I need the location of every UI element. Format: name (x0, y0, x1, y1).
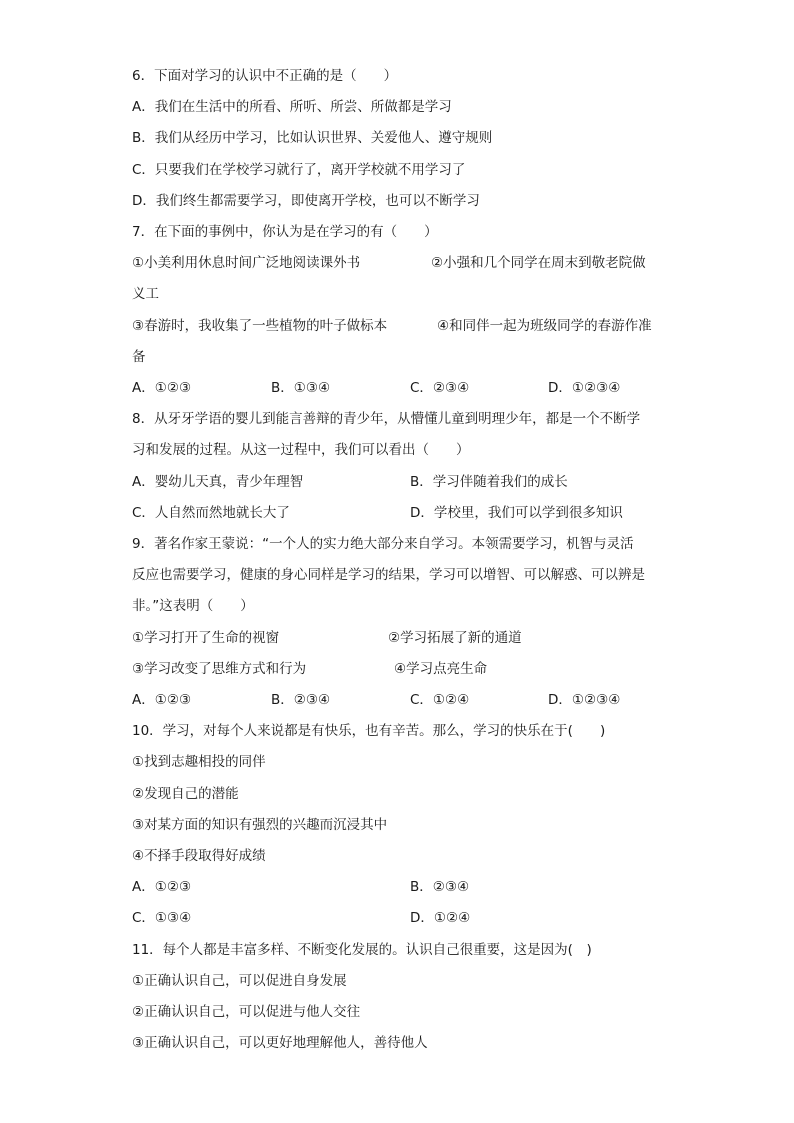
question-8-option-c: C．人自然而然地就长大了 (132, 505, 290, 521)
question-7-statement-4-cont: 备 (132, 349, 146, 365)
question-8-option-d: D．学校里，我们可以学到很多知识 (410, 505, 623, 521)
question-9-statement-4: ④学习点亮生命 (394, 661, 488, 677)
question-10-statement-3: ③对某方面的知识有强烈的兴趣而沉浸其中 (132, 817, 388, 833)
question-10-stem: 10．学习，对每个人来说都是有快乐，也有辛苦。那么，学习的快乐在于( ) (132, 723, 606, 739)
question-9-statement-3: ③学习改变了思维方式和行为 (132, 661, 307, 677)
question-9-option-a: A．①②③ (132, 692, 192, 708)
question-11-statement-1: ①正确认识自己，可以促进自身发展 (132, 973, 347, 989)
question-10-option-a: A．①②③ (132, 879, 192, 895)
question-7-statement-4: ④和同伴一起为班级同学的春游作准 (437, 318, 652, 334)
question-9-stem-2: 反应也需要学习，健康的身心同样是学习的结果，学习可以增智、可以解惑、可以辨是 (132, 567, 645, 583)
question-9-stem-1: 9．著名作家王蒙说：“一个人的实力绝大部分来自学习。本领需要学习，机智与灵活 (132, 536, 634, 552)
question-8-option-a: A．婴幼儿天真，青少年理智 (132, 474, 304, 490)
question-6-option-c: C．只要我们在学校学习就行了，离开学校就不用学习了 (132, 162, 466, 178)
question-9-stem-3: 非。”这表明（ ） (132, 598, 254, 614)
question-9-statement-1: ①学习打开了生命的视窗 (132, 630, 280, 646)
question-10-option-c: C．①③④ (132, 910, 192, 926)
question-9-option-c: C．①②④ (410, 692, 470, 708)
question-6-option-a: A．我们在生活中的所看、所听、所尝、所做都是学习 (132, 99, 452, 115)
question-10-statement-4: ④不择手段取得好成绩 (132, 848, 266, 864)
question-10-option-d: D．①②④ (410, 910, 471, 926)
question-7-option-c: C．②③④ (410, 380, 470, 396)
question-11-statement-3: ③正确认识自己，可以更好地理解他人，善待他人 (132, 1035, 428, 1051)
question-7-option-d: D．①②③④ (548, 380, 621, 396)
question-9-option-b: B．②③④ (271, 692, 331, 708)
question-7-statement-2: ②小强和几个同学在周末到敬老院做 (431, 255, 646, 271)
question-7-statement-3: ③春游时，我收集了一些植物的叶子做标本 (132, 318, 388, 334)
question-7-option-a: A．①②③ (132, 380, 192, 396)
question-10-statement-1: ①找到志趣相投的同伴 (132, 754, 266, 770)
question-7-statement-1: ①小美利用休息时间广泛地阅读课外书 (132, 255, 361, 271)
question-9-statement-2: ②学习拓展了新的通道 (388, 630, 522, 646)
question-7-stem: 7．在下面的事例中，你认为是在学习的有（ ） (132, 224, 438, 240)
question-7-statement-2-cont: 义工 (132, 286, 159, 302)
question-8-option-b: B．学习伴随着我们的成长 (410, 474, 568, 490)
question-10-option-b: B．②③④ (410, 879, 470, 895)
question-8-stem-1: 8．从牙牙学语的婴儿到能言善辩的青少年，从懵懂儿童到明理少年，都是一个不断学 (132, 411, 641, 427)
question-11-statement-2: ②正确认识自己，可以促进与他人交往 (132, 1004, 361, 1020)
question-9-option-d: D．①②③④ (548, 692, 621, 708)
question-10-statement-2: ②发现自己的潜能 (132, 786, 239, 802)
question-11-stem: 11．每个人都是丰富多样、不断变化发展的。认识自己很重要，这是因为( ) (132, 942, 592, 958)
question-6-stem: 6．下面对学习的认识中不正确的是（ ） (132, 68, 398, 84)
question-6-option-b: B．我们从经历中学习，比如认识世界、关爱他人、遵守规则 (132, 130, 493, 146)
question-6-option-d: D．我们终生都需要学习，即使离开学校，也可以不断学习 (132, 193, 480, 209)
question-7-option-b: B．①③④ (271, 380, 331, 396)
question-8-stem-2: 习和发展的过程。从这一过程中，我们可以看出（ ） (132, 442, 470, 458)
